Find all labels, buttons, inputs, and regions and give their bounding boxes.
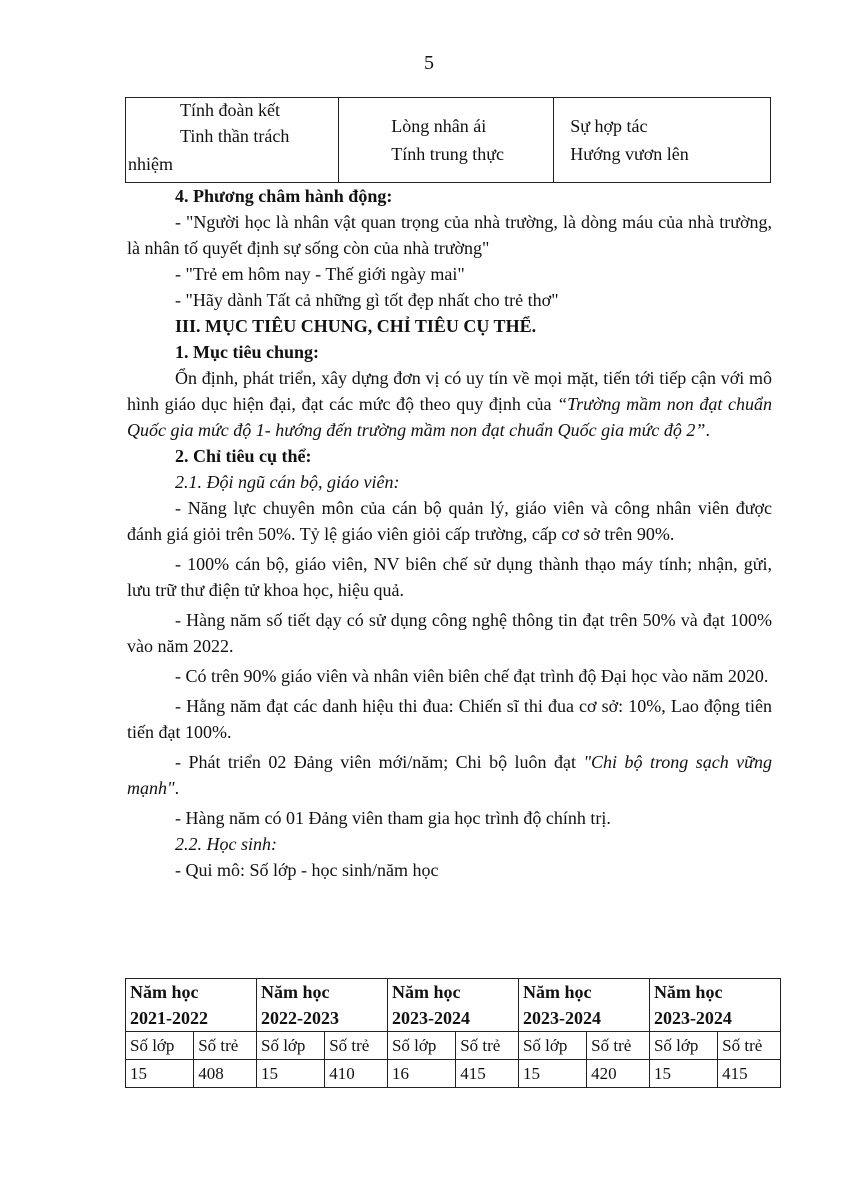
table-cell: 16 bbox=[387, 1060, 455, 1088]
table-subheader-row bbox=[126, 1032, 781, 1060]
column-header: Số lớp bbox=[126, 1032, 194, 1060]
column-header: Số trẻ bbox=[587, 1032, 650, 1060]
motto-item: - "Trẻ em hôm nay - Thế giới ngày mai" bbox=[175, 264, 465, 284]
value-item: Lòng nhân ái bbox=[391, 116, 487, 136]
subsection-heading: 1. Mục tiêu chung: bbox=[175, 342, 319, 362]
page-number: 5 bbox=[424, 52, 434, 74]
year-header: Năm học 2023-2024 bbox=[649, 979, 780, 1032]
goal-quote: “Trường mầm non đạt chuẩn Quốc gia mức độ 1- hướng đến trường mầm non đạt chuẩn Quốc gia mức độ 2” bbox=[127, 394, 772, 440]
subsection-heading: 2.2. Học sinh: bbox=[175, 834, 277, 854]
year-header: Năm học 2023-2024 bbox=[518, 979, 649, 1032]
subsection-heading: 2.1. Đội ngũ cán bộ, giáo viên: bbox=[175, 472, 400, 492]
table-cell: 420 bbox=[587, 1060, 650, 1088]
year-header: Năm học 2023-2024 bbox=[387, 979, 518, 1032]
table-cell: 15 bbox=[256, 1060, 324, 1088]
table-cell: 415 bbox=[718, 1060, 781, 1088]
value-item: Tính đoàn kết bbox=[180, 100, 280, 120]
target-item: - Hàng năm có 01 Đảng viên tham gia học trình độ chính trị. bbox=[175, 808, 611, 828]
column-header: Số lớp bbox=[387, 1032, 455, 1060]
table-header-row bbox=[126, 979, 781, 1032]
section-heading: 4. Phương châm hành động: bbox=[175, 186, 393, 206]
target-item: - 100% cán bộ, giáo viên, NV biên chế sử dụng thành thạo máy tính; nhận, gửi, lưu trữ thư điện tử khoa học, hiệu quả. bbox=[127, 554, 772, 600]
year-header: Năm học 2022-2023 bbox=[256, 979, 387, 1032]
target-item: - Hàng năm số tiết dạy có sử dụng công nghệ thông tin đạt trên 50% và đạt 100% vào năm 2022. bbox=[127, 610, 772, 656]
values-cell-1 bbox=[126, 98, 339, 183]
students-table bbox=[125, 978, 781, 1088]
value-item: Tính trung thực bbox=[391, 144, 504, 164]
motto-item: - "Người học là nhân vật quan trọng của nhà trường, là dòng máu của nhà trường, là nhân tố quyết định sự sống còn của nhà trường" bbox=[127, 212, 772, 258]
table-cell: 410 bbox=[325, 1060, 388, 1088]
subsection-heading: 2. Chỉ tiêu cụ thể: bbox=[175, 446, 312, 466]
value-item: Tinh thần trách bbox=[180, 126, 290, 146]
value-item: Sự hợp tác bbox=[570, 116, 648, 136]
table-cell: 15 bbox=[518, 1060, 586, 1088]
body-text bbox=[127, 183, 772, 883]
values-cell-3 bbox=[554, 98, 771, 183]
column-header: Số trẻ bbox=[194, 1032, 257, 1060]
target-item: - Có trên 90% giáo viên và nhân viên biên chế đạt trình độ Đại học vào năm 2020. bbox=[175, 666, 769, 686]
party-end: . bbox=[174, 778, 180, 798]
column-header: Số lớp bbox=[518, 1032, 586, 1060]
table-cell: 15 bbox=[126, 1060, 194, 1088]
motto-item: - "Hãy dành Tất cả những gì tốt đẹp nhất cho trẻ thơ" bbox=[175, 290, 559, 310]
goal-text: Ổn định, phát triển, xây dựng đơn vị có uy tín về mọi mặt, tiến tới tiếp cận với mô hình giáo dục hiện đại, đạt các mức độ theo quy định của bbox=[127, 368, 772, 414]
table-cell: 15 bbox=[649, 1060, 717, 1088]
year-header: Năm học 2021-2022 bbox=[126, 979, 257, 1032]
column-header: Số lớp bbox=[649, 1032, 717, 1060]
column-header: Số trẻ bbox=[456, 1032, 519, 1060]
target-item: - Năng lực chuyên môn của cán bộ quản lý, giáo viên và công nhân viên được đánh giá giỏi trên 50%. Tỷ lệ giáo viên giỏi cấp trường, cấp cơ sở trên 90%. bbox=[127, 498, 772, 544]
goal-paragraph bbox=[127, 365, 772, 443]
party-quote: "Chi bộ trong sạch vững mạnh" bbox=[127, 752, 772, 798]
column-header: Số trẻ bbox=[325, 1032, 388, 1060]
goal-end: . bbox=[705, 420, 710, 440]
target-item: - Hằng năm đạt các danh hiệu thi đua: Chiến sĩ thi đua cơ sở: 10%, Lao động tiên tiến đạt 100%. bbox=[127, 696, 772, 742]
values-cell-2 bbox=[339, 98, 554, 183]
table-cell: 408 bbox=[194, 1060, 257, 1088]
values-table bbox=[125, 97, 771, 183]
party-text: - Phát triển 02 Đảng viên mới/năm; Chi bộ luôn đạt bbox=[175, 752, 584, 772]
scale-text: - Qui mô: Số lớp - học sinh/năm học bbox=[175, 860, 439, 880]
value-item: Hướng vươn lên bbox=[570, 144, 689, 164]
value-item: nhiệm bbox=[128, 154, 173, 174]
table-row bbox=[126, 1060, 781, 1088]
table-cell: 415 bbox=[456, 1060, 519, 1088]
column-header: Số trẻ bbox=[718, 1032, 781, 1060]
target-item bbox=[127, 749, 772, 801]
column-header: Số lớp bbox=[256, 1032, 324, 1060]
section-heading: III. MỤC TIÊU CHUNG, CHỈ TIÊU CỤ THỂ. bbox=[175, 316, 537, 336]
